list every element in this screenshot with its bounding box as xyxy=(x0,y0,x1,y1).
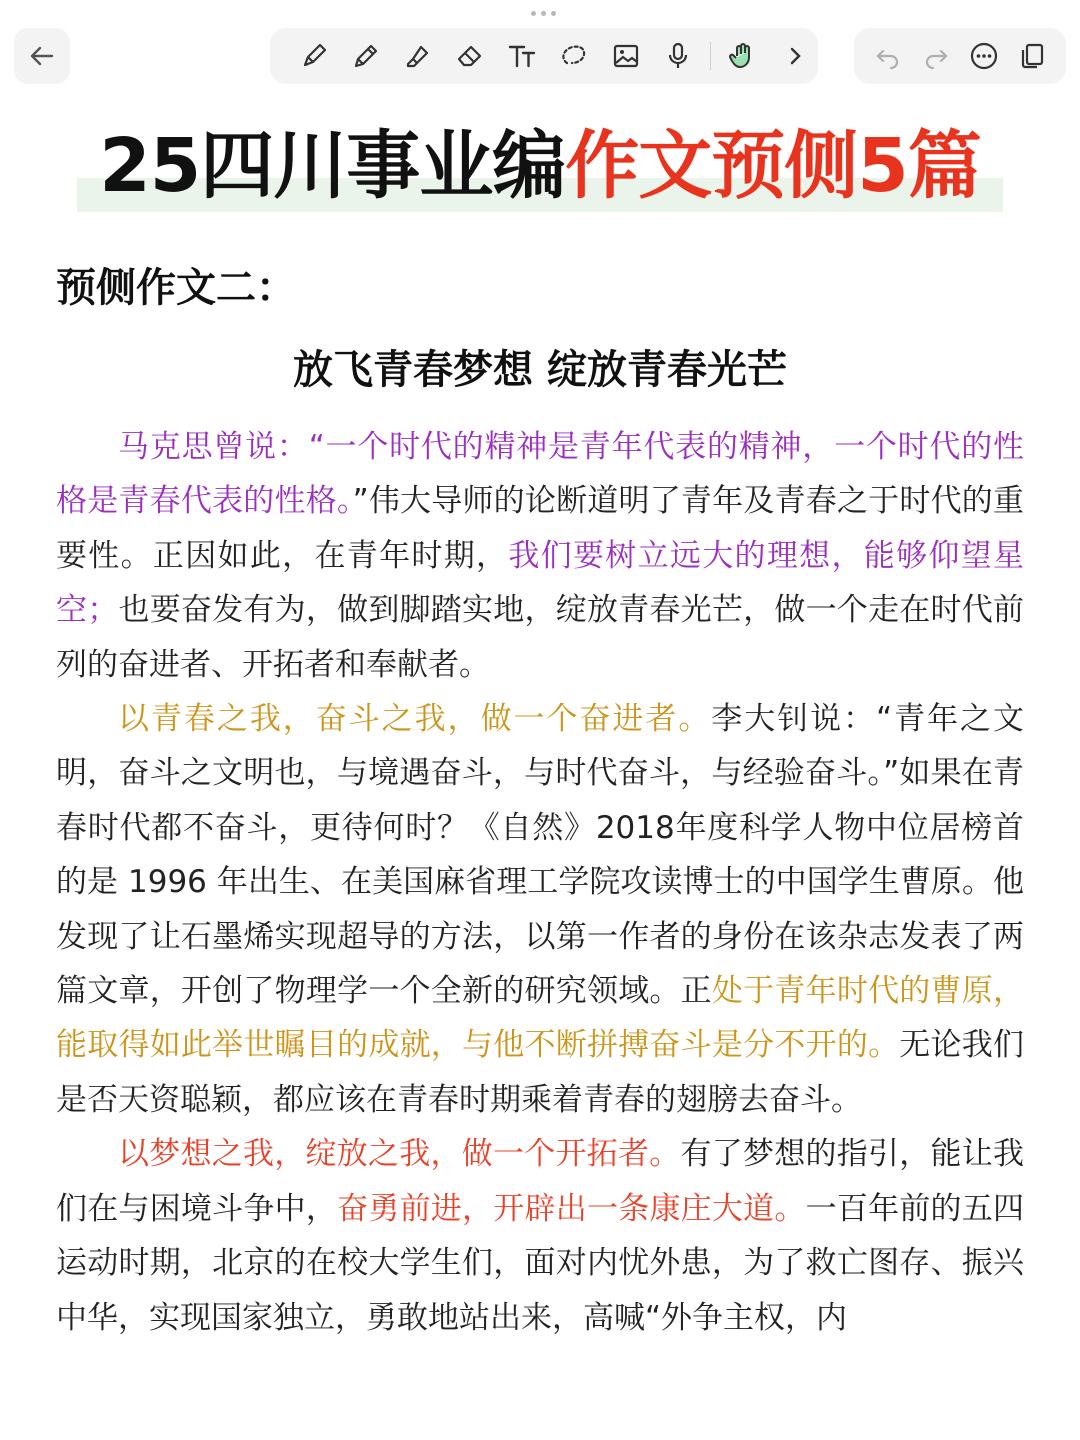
pen-icon xyxy=(299,41,329,71)
paragraph-2 xyxy=(56,692,1024,1127)
page-title-area xyxy=(0,118,1080,214)
hand-tool[interactable] xyxy=(721,34,765,78)
grabber-dot xyxy=(541,11,546,16)
paragraph-text: 李大钊说：“青年之文明，奋斗之文明也，与境遇奋斗，与时代奋斗，与经验奋斗。”如果在青春时代都不奋斗，更待何时？《自然》2018年度科学人物中位居榜首的是 1996 年出生、在美国麻省理工学院攻读博士的中国学生曹原。他发现了让石墨烯实现超导的方法，以第一作者的身份在该杂志发表了两篇文章，开创了物理学一个全新的研究领域。正 xyxy=(56,701,1025,1010)
grabber-dot xyxy=(551,11,556,16)
lasso-icon xyxy=(559,41,589,71)
window-grabber[interactable] xyxy=(528,8,558,18)
back-button[interactable] xyxy=(14,28,70,84)
title-red-part: 作文预侧5篇 xyxy=(565,123,981,209)
text-icon xyxy=(507,41,537,71)
page-title xyxy=(77,118,1002,214)
microphone-icon xyxy=(663,41,693,71)
arrow-left-icon xyxy=(28,42,56,70)
eraser-icon xyxy=(455,41,485,71)
image-icon xyxy=(611,41,641,71)
pen-tool[interactable] xyxy=(292,34,336,78)
paragraph-text: 也要奋发有为，做到脚踏实地，绽放青春光芒，做一个走在时代前列的奋进者、开拓者和奉献者。 xyxy=(56,592,1024,683)
pencil-icon xyxy=(351,41,381,71)
paragraph-text: 有了梦想的指引，能让我们在与困境斗争中， xyxy=(56,1136,1024,1227)
drawing-tools xyxy=(270,28,818,84)
title-black-part: 25四川事业编 xyxy=(99,123,566,209)
microphone-tool[interactable] xyxy=(656,34,700,78)
paragraph-text: ”伟大导师的论断道明了青年及青春之于时代的重要性。正因如此，在青年时期， xyxy=(56,483,1024,574)
text-tool[interactable] xyxy=(500,34,544,78)
grabber-dot xyxy=(531,11,536,16)
redo-button[interactable] xyxy=(914,34,958,78)
expand-tools-button[interactable] xyxy=(773,34,817,78)
hand-icon xyxy=(728,41,758,71)
chevron-right-icon xyxy=(780,41,810,71)
pencil-tool[interactable] xyxy=(344,34,388,78)
more-icon xyxy=(970,42,998,70)
more-button[interactable] xyxy=(962,34,1006,78)
gold-thesis: 以青春之我，奋斗之我，做一个奋进者。 xyxy=(118,701,712,738)
orange-highlight: 奋勇前进，开辟出一条康庄大道。 xyxy=(337,1190,806,1227)
eraser-tool[interactable] xyxy=(448,34,492,78)
top-toolbar xyxy=(0,26,1080,86)
paragraph-1 xyxy=(56,420,1024,692)
toolbar-divider xyxy=(710,42,711,70)
undo-icon xyxy=(874,42,902,70)
essay-title: 放飞青春梦想 绽放青春光芒 xyxy=(293,347,787,393)
highlighter-icon xyxy=(403,41,433,71)
undo-button[interactable] xyxy=(866,34,910,78)
purple-quote: 马克思曾说：“一个时代的精神是青年代表的精神，一个时代的性格是青春代表的性格。 xyxy=(56,429,1024,520)
pages-icon xyxy=(1018,42,1046,70)
paragraph-text: 一百年前的五四运动时期，北京的在校大学生们，面对内忧外患，为了救亡图存、振兴中华，实现国家独立，勇敢地站出来，高喊“外争主权，内 xyxy=(56,1190,1025,1336)
action-tools xyxy=(854,28,1066,84)
highlighter-tool[interactable] xyxy=(396,34,440,78)
pages-button[interactable] xyxy=(1010,34,1054,78)
purple-highlight: 我们要树立远大的理想，能够仰望星空； xyxy=(56,537,1024,629)
section-subheading: 预侧作文二： xyxy=(56,265,296,311)
image-tool[interactable] xyxy=(604,34,648,78)
essay-body xyxy=(56,420,1024,1345)
lasso-tool[interactable] xyxy=(552,34,596,78)
paragraph-text: 无论我们是否天资聪颖，都应该在青春时期乘着青春的翅膀去奋斗。 xyxy=(56,1027,1024,1118)
gold-highlight: 处于青年时代的曹原，能取得如此举世瞩目的成就，与他不断拼搏奋斗是分不开的。 xyxy=(56,973,1025,1064)
redo-icon xyxy=(922,42,950,70)
orange-thesis: 以梦想之我，绽放之我，做一个开拓者。 xyxy=(118,1136,681,1173)
paragraph-3 xyxy=(56,1127,1024,1345)
